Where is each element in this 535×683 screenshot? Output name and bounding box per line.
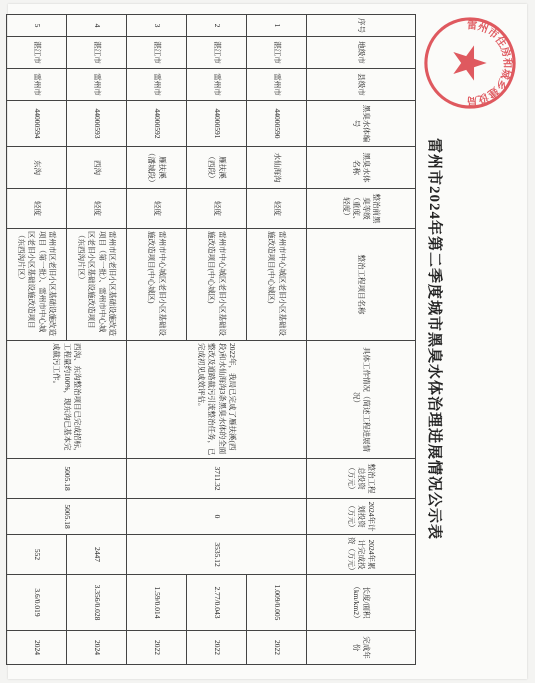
header-cell: 黑臭水体编号 [307,101,416,147]
cell-total-investment: 3711.32 [127,459,307,499]
cell-year: 2022 [247,631,307,665]
cell-index: 4 [67,15,127,37]
cell-project: 雷州市中心城区老旧小区基础设施改造项目(中心城区) [187,229,247,341]
cell-length-area: 1.59/0.014 [127,575,187,631]
cell-project: 雷州市区老旧小区基础设施改造项目（第一批）、雷州市中心城区老旧小区基础设施改造项目（东西沟片区） [7,229,67,341]
table-row [7,15,67,665]
cell-level: 轻度 [187,189,247,229]
cell-code: 44000594 [7,101,67,147]
table-row [67,15,127,665]
table-row [247,15,307,665]
header-cell: 整治工程项目名称 [307,229,416,341]
header-cell: 地级市 [307,37,416,69]
cell-year: 2022 [127,631,187,665]
cell-year: 2024 [7,631,67,665]
header-cell: 整治工程总投资（万元） [307,459,416,499]
cell-project: 雷州市中心城区老旧小区基础设施改造项目(中心城区) [247,229,307,341]
cell-length-area: 1.009/0.005 [247,575,307,631]
cell-city: 湛江市 [7,37,67,69]
cell-water-name: 西沟 [67,147,127,189]
cell-code: 44000593 [67,101,127,147]
cell-county: 雷州市 [7,69,67,101]
cell-length-area: 3.6/0.019 [7,575,67,631]
cell-plan-investment: 0 [127,499,307,535]
cell-city: 湛江市 [67,37,127,69]
cell-total-investment: 5005.18 [7,459,127,499]
cell-plan-investment: 5005.18 [7,499,127,535]
header-cell: 县级市 [307,69,416,101]
cell-county: 雷州市 [247,69,307,101]
cell-length-area: 3.356/0.028 [67,575,127,631]
cell-level: 轻度 [247,189,307,229]
table-header-row [307,15,416,665]
cell-water-name: 雁扶溪（潘城段） [127,147,187,189]
header-cell: 2024年计划投资（万元） [307,499,416,535]
rotated-document [11,4,516,674]
svg-text:雷州市住房和城乡建设局: 雷州市住房和城乡建设局 [466,19,513,107]
cell-water-name: 雁扶溪（西段） [187,147,247,189]
header-cell: 整治前黑臭等级（重度、轻度） [307,189,416,229]
cell-level: 轻度 [127,189,187,229]
cell-project: 雷州市区老旧小区基础设施改造项目（第一批）、雷州市中心城区老旧小区基础设施改造项目（东西沟片区） [67,229,127,341]
cell-level: 轻度 [7,189,67,229]
cell-index: 1 [247,15,307,37]
cell-year: 2024 [67,631,127,665]
cell-water-name: 水仙海沟 [247,147,307,189]
cell-code: 44000590 [247,101,307,147]
cell-water-name: 东沟 [7,147,67,189]
cell-index: 5 [7,15,67,37]
cell-completed-investment: 2447 [67,535,127,575]
cell-completed-investment: 3535.12 [127,535,307,575]
cell-length-area: 2.77/0.043 [187,575,247,631]
cell-work-status: 西沟、东沟整治项目已完成招标，工程量约100%，现东沟已基本完成截污工作。 [7,341,127,459]
cell-level: 轻度 [67,189,127,229]
cell-city: 湛江市 [127,37,187,69]
cell-city: 湛江市 [187,37,247,69]
cell-index: 2 [187,15,247,37]
cell-code: 44000592 [127,101,187,147]
cell-code: 44000591 [187,101,247,147]
header-cell: 长度/面积（km/km2） [307,575,416,631]
header-cell: 完成年份 [307,631,416,665]
cell-county: 雷州市 [127,69,187,101]
cell-city: 湛江市 [247,37,307,69]
cell-county: 雷州市 [67,69,127,101]
header-cell: 序号 [307,15,416,37]
cell-county: 雷州市 [187,69,247,101]
cell-index: 3 [127,15,187,37]
cell-year: 2022 [187,631,247,665]
cell-completed-investment: 552 [7,535,67,575]
header-cell: 2024年累计完成投资（万元） [307,535,416,575]
cell-work-status: 2022年，我局已完成了雁扶溪(西段)和水仙海沟3条黑臭水体的全面整改及道路截污引流整治任务，已完成初见成效评估。 [127,341,307,459]
progress-table [6,14,416,665]
cell-project: 雷州市中心城区老旧小区基础设施改造项目(中心城区) [127,229,187,341]
document-title: 雷州市2024年第二季度城市黑臭水体治理进展情况公示表 [426,137,442,540]
header-cell: 黑臭水体名称 [307,147,416,189]
header-cell: 具体工作情况（简述工程进展情况） [307,341,416,459]
